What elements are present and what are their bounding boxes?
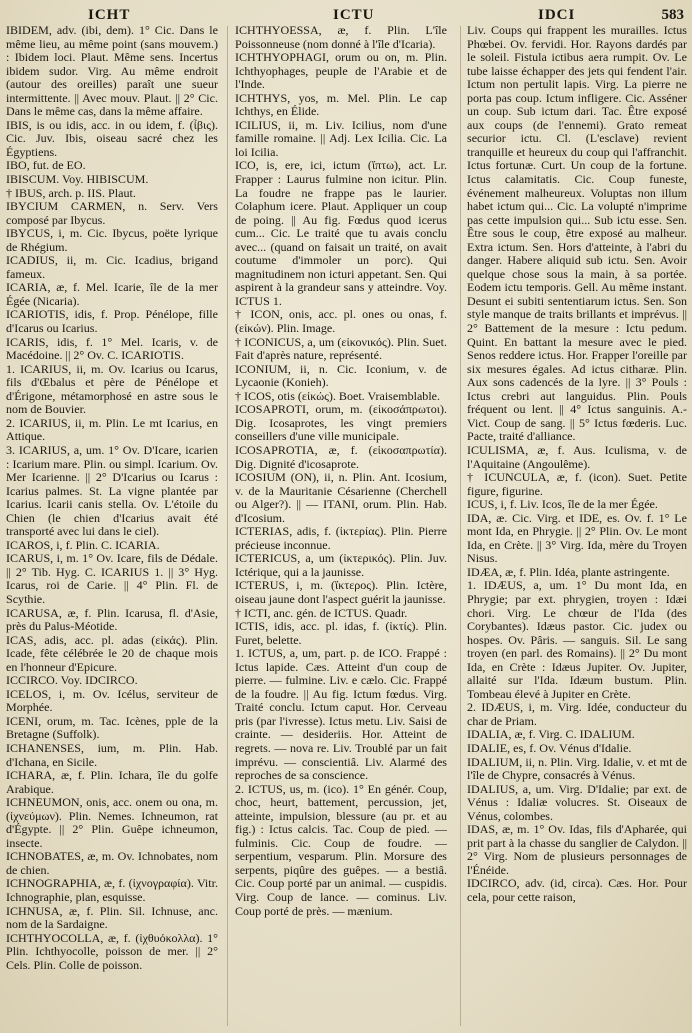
dictionary-entry: ICHNOBATES, æ, m. Ov. Ichnobates, nom de chien. [6,849,218,877]
dictionary-entry: ICCIRCO. Voy. IDCIRCO. [6,673,138,688]
dictionary-entry: † IBUS, arch. p. IIS. Plaut. [6,185,136,200]
dictionary-entry: † ICON, onis, acc. pl. ones ou onas, f. (εἰκών). Plin. Image. [235,307,447,336]
dictionary-entry: ICAS, adis, acc. pl. adas (εἰκάς). Plin. Icade, fête célébrée le 20 de chaque mois en l'honneur d'Epicure. [6,632,218,674]
dictionary-entry: ICELOS, i, m. Ov. Icélus, serviteur de Morphée. [6,686,218,715]
dictionary-entry: IDAS, æ, m. 1° Ov. Idas, fils d'Apharée, qui prit part à la chasse du sanglier de Calydon. || 2° Virg. Nom de plusieurs personnages de l'Énéide. [467,822,687,877]
dictionary-entry: ICILIUS, ii, m. Liv. Icilius, nom d'une famille romaine. || Adj. Lex Icilia. Cic. La loi Icilia. [235,117,447,159]
dictionary-entry: ICAROS, i, f. Plin. C. ICARIA. [6,537,160,552]
dictionary-entry: ICADIUS, ii, m. Cic. Icadius, brigand fameux. [6,253,218,281]
dictionary-entry: IDALIUM, ii, n. Plin. Virg. Idalie, v. et mt de l'île de Chypre, consacrés à Vénus. [467,754,687,783]
header-guide-word-right: IDCI [538,7,576,23]
dictionary-entry: ICULISMA, æ, f. Aus. Iculisma, v. de l'Aquitaine (Angoulême). [467,442,687,471]
dictionary-entry: 1. ICARIUS, ii, m. Ov. Icarius ou Icarus, fils d'Œbalus et père de Pénélope et d'Érigone, métamorphosé en astre sous le nom de Bouvier. [6,361,218,417]
dictionary-entry: 2. ICARIUS, ii, m. Plin. Le mt Icarius, en Attique. [6,415,218,444]
dictionary-entry: IBYCUS, i, m. Cic. Ibycus, poëte lyrique de Rhégium. [6,226,218,254]
dictionary-entry: IDALIA, æ, f. Virg. C. IDALIUM. [467,727,635,742]
dictionary-entry: ICHARA, æ, f. Plin. Ichara, île du golfe Arabique. [6,768,218,796]
dictionary-entry: ICHNOGRAPHIA, æ, f. (ἰχνογραφία). Vitr. Ichnographie, plan, esquisse. [6,876,218,904]
dictionary-entry: IBIS, is ou idis, acc. in ou idem, f. (ἶβις). Cic. Juv. Ibis, oiseau sacré chez les Égyptiens. [6,117,218,159]
dictionary-entry: ICHTHYOESSA, æ, f. Plin. L'île Poissonneuse (nom donné à l'île d'Icaria). [235,24,447,51]
dictionary-entry: IBO, fut. de EO. [6,158,86,173]
dictionary-entry: ICTERUS, i, m. (ἴκτερος). Plin. Ictère, oiseau jaune dont l'aspect guérit la jaunisse. [235,578,447,606]
column-2 [235,24,447,1026]
dictionary-entry: IDALIE, es, f. Ov. Vénus d'Idalie. [467,740,632,755]
dictionary-entry: ICTIS, idis, acc. pl. idas, f. (ἰκτίς). Plin. Furet, belette. [235,619,447,647]
dictionary-entry: IDALIUS, a, um. Virg. D'Idalie; par ext. de Vénus : Idaliæ volucres. St. Oiseaux de Vénus, colombes. [467,781,687,823]
dictionary-entry: ICHTHYS, yos, m. Mel. Plin. Le cap Ichthys, en Élide. [235,90,447,119]
dictionary-entry: IBIDEM, adv. (ibi, dem). 1° Cic. Dans le même lieu, au même point (sans mouvem.) : Ibidem loci. Plaut. Même sens. Incertus ibidem sudor. Virg. Au même endroit (autour des oreilles) paraît une sueur intermittente. || Avec mouv. Plaut. || 2° Cic. Dans le même cas, dans la même affaire. [6,24,218,119]
dictionary-entry: ICTERIAS, adis, f. (ἰκτερίας). Plin. Pierre précieuse inconnue. [235,524,447,552]
dictionary-entry: ICARUSA, æ, f. Plin. Icarusa, fl. d'Asie, près du Palus-Méotide. [6,605,218,634]
dictionary-entry: ICOSAPROTI, orum, m. (εἰκοσάπρωτοι). Dig. Icosaprotes, les vingt premiers conseillers d'une ville municipale. [235,402,447,444]
dictionary-entry: ICARIOTIS, idis, f. Prop. Pénélope, fille d'Icarus ou Icarius. [6,307,218,336]
dictionary-entry: ICOSIUM (ON), ii, n. Plin. Ant. Icosium, v. de la Mauritanie Césarienne (Cherchell ou Alger?). || — ITANI, orum. Plin. Hab. d'Icosium. [235,470,447,525]
dictionary-entry: † ICOS, otis (εἰκώς). Boet. Vraisemblable. [235,388,441,403]
dictionary-entry: ICOSAPROTIA, æ, f. (εἰκοσαπρωτία). Dig. Dignité d'icosaprote. [235,442,447,471]
dictionary-entry: 3. ICARIUS, a, um. 1° Ov. D'Icare, icarien : Icarium mare. Plin. ou simpl. Icarium. Ov. Mer Icarienne. || 2° D'Icarius ou Icarus : Icarius palmes. St. La vigne plantée par Icarius. Icarii canis stella. Ov. L'étoile du Chien (le chien d'Icarius avait été transporté avec lui dans le ciel). [6,442,218,539]
dictionary-entry: ICARIA, æ, f. Mel. Icarie, île de la mer Égée (Nicaria). [6,280,218,308]
dictionary-entry: IDCIRCO, adv. (id, circa). Cæs. Hor. Pour cela, pour cette raison, [467,876,687,904]
dictionary-entry: 2. IDÆUS, i, m. Virg. Idée, conducteur du char de Priam. [467,700,687,728]
dictionary-entry: ICHNEUMON, onis, acc. onem ou ona, m. (ἰχνεύμων). Plin. Nemes. Ichneumon, rat d'Égypte. || 2° Plin. Guêpe ichneumon, insecte. [6,795,218,850]
header-guide-word-middle: ICTU [333,7,375,23]
dictionary-entry: IBYCIUM CARMEN, n. Serv. Vers composé par Ibycus. [6,199,218,227]
dictionary-entry: ICENI, orum, m. Tac. Icènes, pple de la Bretagne (Suffolk). [6,713,218,742]
dictionary-entry: ICARUS, i, m. 1° Ov. Icare, fils de Dédale. || 2° Tib. Hyg. C. ICARIUS 1. || 3° Hyg. Icarus, roi de Carie. || 4° Plin. Fl. de Scythie. [6,551,218,606]
dictionary-entry: 2. ICTUS, us, m. (ico). 1° En génér. Coup, choc, heurt, battement, percussion, jet, atteinte, impulsion, blessure (au pr. et au fig.) : Ictus calcis. Tac. Coup de pied. — fulminis. Cic. Coup de foudre. — serpentium, vesparum. Plin. Morsure des serpents, piqûre des guêpes. — a bestiâ. Cic. Coup porté par un animal. — cuspidis. Virg. Coup de lance. — cominus. Liv. Coup porté de près. — mænium. [235,781,447,918]
dictionary-entry: ICHTHYOCOLLA, æ, f. (ἰχθυόκολλα). 1° Plin. Ichthyocolle, poisson de mer. || 2° Cels. Plin. Colle de poisson. [6,930,218,972]
dictionary-entry: IDA, æ. Cic. Virg. et IDE, es. Ov. f. 1° Le mont Ida, en Phrygie. || 2° Plin. Ov. Le mont Ida, en Crète. || 3° Virg. Ida, mère du Troyen Nisus. [467,510,687,566]
dictionary-entry: ICO, is, ere, ici, ictum (ἴπτω), act. Lr. Frapper : Laurus fulmine non icitur. Plin. La foudre ne frappe pas le laurier. Colaphum icere. Plaut. Appliquer un coup de poing. || Au fig. Fœdus quod icerus cum... Cic. Le traité que tu avais conclu avec... (quand on faisait un traité, on avait coutume d'immoler un porc). Qui magnitudinem non icturi appetant. Sen. Qui aspirent à la grandeur sans y atteindre. Voy. ICTUS 1. [235,158,447,308]
dictionary-entry: ICUS, i, f. Liv. Icos, île de la mer Égée. [467,497,658,512]
column-divider [460,26,461,1026]
dictionary-entry: 1. IDÆUS, a, um. 1° Du mont Ida, en Phrygie; par ext. phrygien, troyen : Idæi chori. Virg. Le chœur de l'Ida (des Corybantes). Idæus pastor. Cic. judex ou hospes. Ov. Pâris. — sanguis. Sil. Le sang troyen (en parl. des Romains). || 2° Du mont Ida, en Crète : Idæus Jupiter. Ov. Jupiter, allaité sur l'Ida. Idæum bustum. Plin. Tombeau élevé à Jupiter en Crète. [467,578,687,701]
dictionary-entry: ICARIS, idis, f. 1° Mel. Icaris, v. de Macédoine. || 2° Ov. C. ICARIOTIS. [6,334,218,363]
dictionary-entry: ICTERICUS, a, um (ἰκτερικός). Plin. Juv. Ictérique, qui a la jaunisse. [235,551,447,579]
dictionary-entry: ICHNUSA, æ, f. Plin. Sil. Ichnuse, anc. nom de la Sardaigne. [6,903,218,932]
dictionary-entry: † ICONICUS, a, um (εἰκονικός). Plin. Suet. Fait d'après nature, représenté. [235,334,447,363]
dictionary-entry: † ICUNCULA, æ, f. (icon). Suet. Petite figure, figurine. [467,470,687,498]
column-1 [6,24,218,1026]
dictionary-entry: ICONIUM, ii, n. Cic. Iconium, v. de Lycaonie (Konieh). [235,361,447,390]
dictionary-entry: IBISCUM. Voy. HIBISCUM. [6,172,149,187]
column-3 [467,24,687,1026]
dictionary-entry: † ICTI, anc. gén. de ICTUS. Quadr. [235,605,408,620]
dictionary-entry: 1. ICTUS, a, um, part. p. de ICO. Frappé : Ictus lapide. Cæs. Atteint d'un coup de pierre. — fulmine. Liv. e cælo. Cic. Frappé de la foudre. || Au fig. Ictum fœdus. Virg. Traité conclu. Ictum caput. Hor. Cerveau pris (par l'ivresse). Ictus metu. Liv. Saisi de crainte. — desideriis. Hor. Atteint de regrets. — nova re. Liv. Troublé par un fait imprévu. — conscientiâ. Liv. Alarmé des reproches de sa conscience. [235,646,447,783]
running-header [0,0,692,26]
page-number: 583 [661,7,684,23]
dictionary-entry: ICHANENSES, ium, m. Plin. Hab. d'Ichana, en Sicile. [6,740,218,769]
dictionary-entry: ICHTHYOPHAGI, orum ou on, m. Plin. Ichthyophages, peuple de l'Arabie et de l'Inde. [235,50,447,92]
column-divider [227,26,228,1026]
dictionary-entry: IDÆA, æ, f. Plin. Idéa, plante astringente. [467,564,670,579]
header-guide-word-left: ICHT [88,7,131,23]
dictionary-entry: Liv. Coups qui frappent les murailles. Ictus Phœbei. Ov. fervidi. Hor. Rayons dardés par le soleil. Fistula ictibus aera rumpit. Ov. Le tube laisse échapper des jets qui fendent l'air. Ictum non pertulit lapis. Virg. La pierre ne porta pas coup. Ictum infligere. Cic. Asséner un coup. Sub ictum dari. Tac. Être exposé aux coups (de l'ennemi). Grato remeat securior ictu. Cl. (L'esclave) revient tranquille et heureux du coup qui l'affranchit. Ictus fortunæ. Curt. Un coup de la fortune. Ictus calamitatis. Cic. Coup funeste, événement malheureux. Voluptas non illum habet ictum qui... Cic. La volupté n'imprime pas cette impulsion qui... Sub ictu esse. Sen. Être sous le coup, être exposé au malheur. Extra ictum. Sen. Hors d'atteinte, à l'abri du danger. Habere aliquid sub ictu. Sen. Avoir quelque chose sous la main, à sa portée. Eodem ictu temporis. Gell. Au même instant. Desunt ei subiti sententiarum ictus. Sen. Son style manque de traits brillants et imprévus. || 2° Battement de la mesure : Ictu pedum. Quint. En battant la mesure avec le pied. Senos reddere ictus. Hor. Frapper l'oreille par six mesures égales. Ad ictus citharæ. Plin. Aux sons cadencés de la lyre. || 3° Pouls : Ictus crebri aut languidus. Plin. Pouls fréquent ou lent. || 4° Ictus sanguinis. A.-Vict. Coup de sang. || 5° Ictus fœderis. Luc. Pacte, traité d'alliance. [467,24,687,444]
